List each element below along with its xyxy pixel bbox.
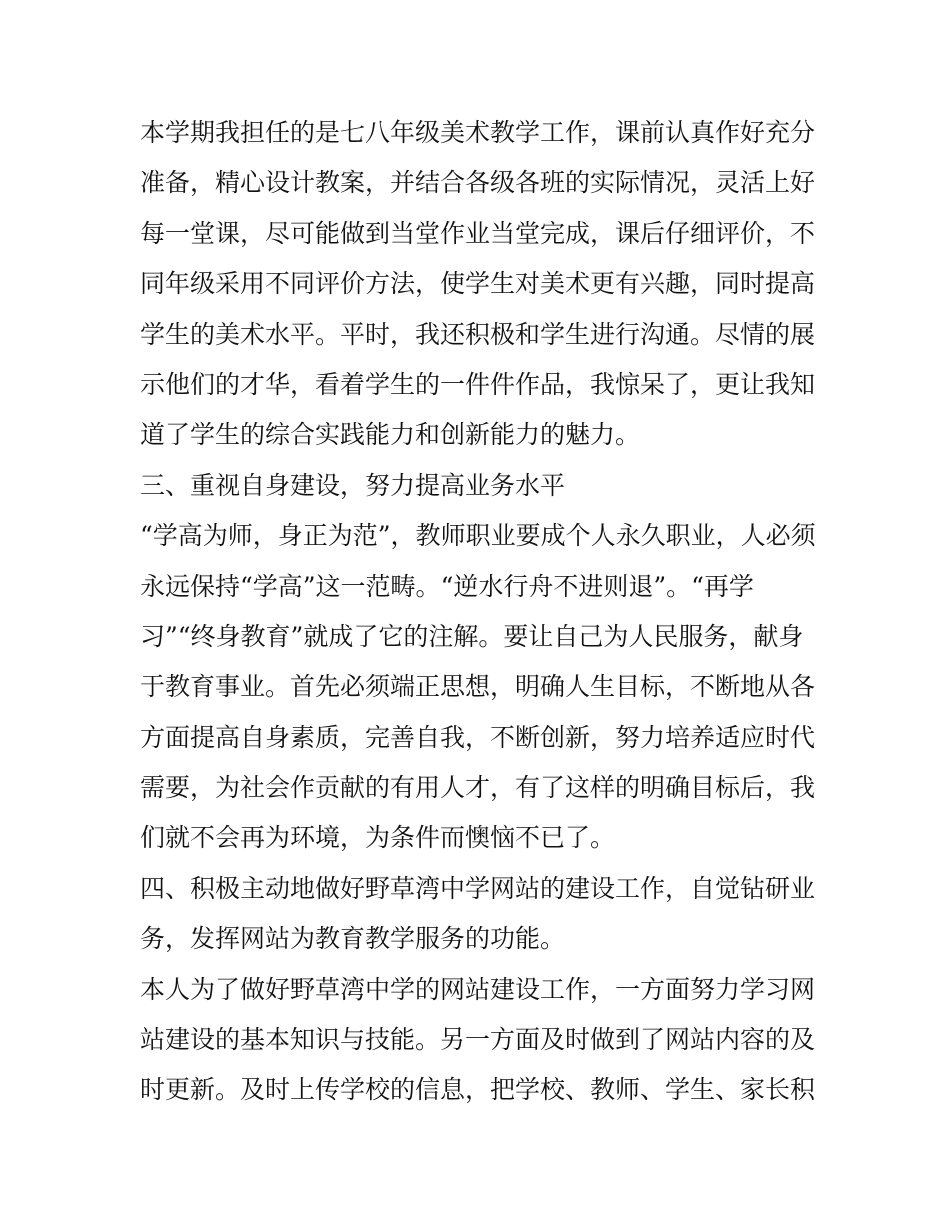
section-heading: 务，发挥网站为教育教学服务的功能。	[140, 924, 566, 954]
text-line: 需要，为社会作贡献的有用人才，有了这样的明确目标后，我	[140, 773, 816, 803]
text-line: 同年级采用不同评价方法，使学生对美术更有兴趣，同时提高	[140, 269, 816, 299]
text-line: 永远保持“学高”这一范畴。“逆水行舟不进则退”。“再学	[140, 571, 754, 601]
section-heading: 三、重视自身建设，努力提高业务水平	[140, 470, 566, 500]
document-body	[140, 108, 820, 1116]
text-line: 习”“终身教育”就成了它的注解。要让自己为人民服务，献身	[140, 621, 804, 651]
text-line: 于教育事业。首先必须端正思想，明确人生目标，不断地从各	[140, 672, 816, 702]
text-line: 示他们的才华，看着学生的一件件作品，我惊呆了，更让我知	[140, 369, 816, 399]
text-line: 们就不会再为环境，为条件而懊恼不已了。	[140, 823, 616, 853]
text-line: 本人为了做好野草湾中学的网站建设工作，一方面努力学习网	[140, 974, 816, 1004]
text-line: 站建设的基本知识与技能。另一方面及时做到了网站内容的及	[140, 1025, 816, 1055]
text-line: 准备，精心设计教案，并结合各级各班的实际情况，灵活上好	[140, 168, 816, 198]
section-heading: 四、积极主动地做好野草湾中学网站的建设工作，自觉钻研业	[140, 873, 816, 903]
text-line: 方面提高自身素质，完善自我，不断创新，努力培养适应时代	[140, 722, 816, 752]
text-line: 道了学生的综合实践能力和创新能力的魅力。	[140, 420, 641, 450]
text-line: 学生的美术水平。平时，我还积极和学生进行沟通。尽情的展	[140, 319, 816, 349]
text-line: 每一堂课，尽可能做到当堂作业当堂完成，课后仔细评价，不	[140, 218, 816, 248]
text-line: 时更新。及时上传学校的信息，把学校、教师、学生、家长积	[140, 1075, 816, 1105]
text-line: 本学期我担任的是七八年级美术教学工作，课前认真作好充分	[140, 118, 816, 147]
text-line: “学高为师，身正为范”，教师职业要成个人永久职业，人必须	[140, 521, 816, 551]
